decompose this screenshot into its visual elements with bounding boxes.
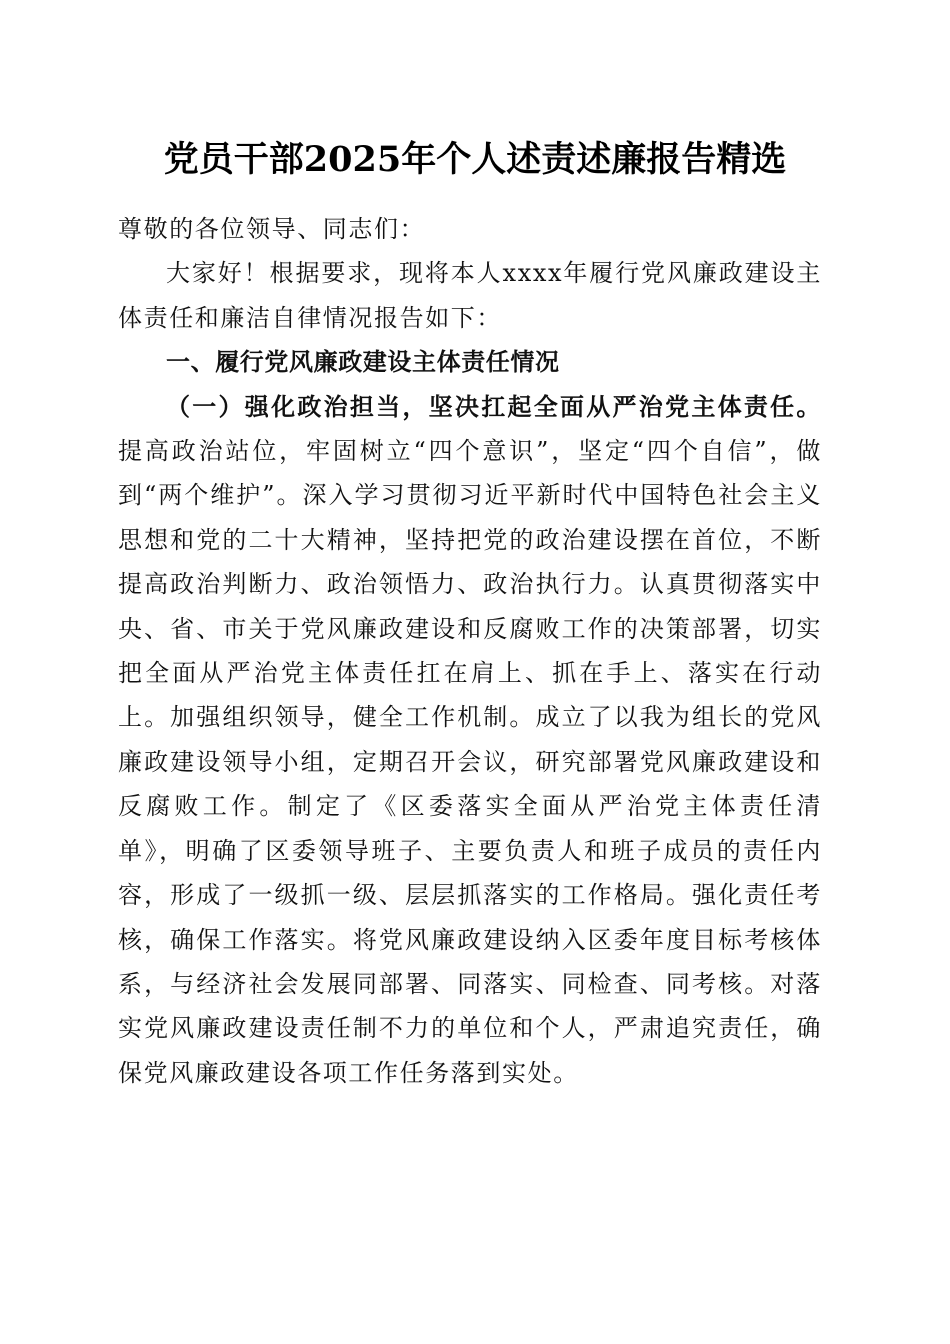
section-heading-1: 一、履行党风廉政建设主体责任情况 <box>166 348 560 377</box>
document-body <box>118 207 822 1095</box>
salutation: 尊敬的各位领导、同志们： <box>118 215 426 243</box>
subsection-body-1: 提高政治站位，牢固树立“四个意识”，坚定“四个自信”，做到“两个维护”。深入学习贯彻习近平新时代中国特色社会主义思想和党的二十大精神，坚持把党的政治建设摆在首位，不断提高政治判断力、政治领悟力、政治执行力。认真贯彻落实中央、省、市关于党风廉政建设和反腐败工作的决策部署，切实把全面从严治党主体责任扛在肩上、抓在手上、落实在行动上。加强组织领导，健全工作机制。成立了以我为组长的党风廉政建设领导小组，定期召开会议，研究部署党风廉政建设和反腐败工作。制定了《区委落实全面从严治党主体责任清单》，明确了区委领导班子、主要负责人和班子成员的责任内容，形成了一级抓一级、层层抓落实的工作格局。强化责任考核，确保工作落实。将党风廉政建设纳入区委年度目标考核体系，与经济社会发展同部署、同落实、同检查、同考核。对落实党风廉政建设责任制不力的单位和个人，严肃追究责任，确保党风廉政建设各项工作任务落到实处。 <box>118 437 822 1087</box>
section-1-paragraph-1 <box>118 385 822 1096</box>
document-title: 党员干部2025年个人述责述廉报告精选 <box>163 139 787 180</box>
intro-paragraph: 大家好！根据要求，现将本人xxxx年履行党风廉政建设主体责任和廉洁自律情况报告如下： <box>118 259 822 332</box>
subsection-heading-1: （一）强化政治担当，坚决扛起全面从严治党主体责任。 <box>166 391 822 421</box>
